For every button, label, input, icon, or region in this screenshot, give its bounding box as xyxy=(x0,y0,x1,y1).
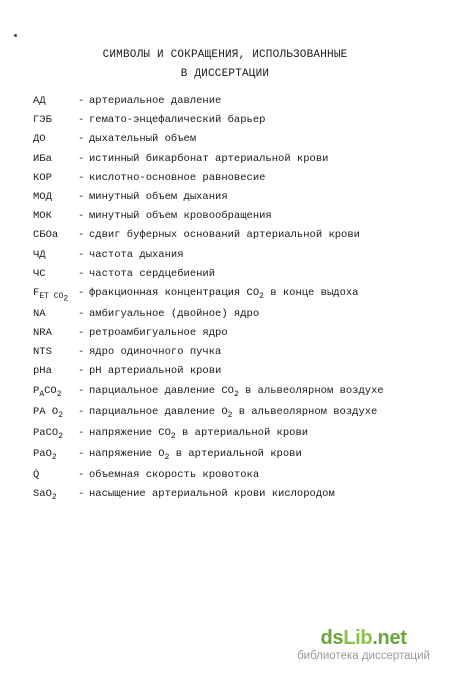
separator-dash: - xyxy=(78,346,85,359)
definition xyxy=(86,448,302,462)
definition: минутный объем кровообращения xyxy=(89,210,272,223)
abbreviation xyxy=(33,488,78,502)
dslib-logo[interactable] xyxy=(297,627,430,649)
abbr-subscript-2: 2 xyxy=(58,410,64,420)
abbr-main: PA O xyxy=(33,405,59,418)
definition: гемато-энцефалический барьер xyxy=(89,114,266,127)
abbr-subscript-2: 2 xyxy=(63,294,69,304)
list-item xyxy=(33,287,433,308)
definition: дыхательный объем xyxy=(89,133,197,146)
definition: ядро одиночного пучка xyxy=(89,346,222,359)
abbr-subscript-2: 2 xyxy=(51,492,57,502)
abbr-subscript-2: 2 xyxy=(58,431,64,441)
separator-dash: - xyxy=(78,327,85,340)
abbr-main: PaCO xyxy=(33,426,59,439)
abbr-main: F xyxy=(33,286,40,299)
separator-dash: - xyxy=(78,307,85,320)
definition: минутный объем дыхания xyxy=(89,190,228,203)
separator-dash: - xyxy=(78,133,85,146)
definition xyxy=(86,406,377,420)
abbreviation: ИБа xyxy=(33,152,52,165)
abbreviation: ЧД xyxy=(33,248,46,261)
watermark[interactable] xyxy=(297,627,430,663)
separator-dash: - xyxy=(78,95,85,107)
abbreviation-list xyxy=(33,95,433,509)
definition: артериальное давление xyxy=(89,95,222,107)
abbreviation: NTS xyxy=(33,346,52,359)
logo-part-lib: Lib xyxy=(343,627,373,649)
definition xyxy=(86,427,308,441)
page-title-line2: В ДИССЕРТАЦИИ xyxy=(180,68,270,80)
list-item xyxy=(33,133,433,152)
list-item xyxy=(33,191,433,210)
def-text-end: в артериальной крови xyxy=(175,426,309,439)
definition xyxy=(86,385,384,399)
list-item xyxy=(33,268,433,287)
separator-dash: - xyxy=(78,405,85,418)
separator-dash: - xyxy=(78,384,85,397)
abbreviation: NA xyxy=(33,307,46,320)
abbreviation: МОД xyxy=(33,190,52,203)
separator-dash: - xyxy=(78,210,85,223)
list-item xyxy=(33,488,433,509)
abbreviation: ЧС xyxy=(33,267,46,280)
abbr-main: SaO xyxy=(33,487,52,500)
def-text: напряжение O xyxy=(89,447,165,460)
list-item xyxy=(33,210,433,229)
def-text: парциальное давление CO xyxy=(89,384,234,397)
list-item xyxy=(33,114,433,133)
def-subscript: 2 xyxy=(233,389,239,399)
list-item xyxy=(33,385,433,406)
separator-dash: - xyxy=(78,286,85,299)
abbreviation xyxy=(33,427,78,441)
abbreviation xyxy=(33,287,78,304)
abbr-subscript-2: 2 xyxy=(51,452,57,462)
list-item xyxy=(33,346,433,365)
separator-dash: - xyxy=(78,487,85,500)
abbreviation: NRA xyxy=(33,327,52,340)
list-item xyxy=(33,406,433,427)
abbreviation: ГЭБ xyxy=(33,114,52,127)
def-subscript: 2 xyxy=(170,431,176,441)
abbreviation: МОК xyxy=(33,210,52,223)
abbr-subscript: A xyxy=(39,389,45,399)
abbr-subscript: ET CO xyxy=(39,291,64,301)
abbreviation: Q̇ xyxy=(33,468,40,481)
list-item xyxy=(33,172,433,191)
abbr-mid: CO xyxy=(44,384,57,397)
abbr-main: P xyxy=(33,384,40,397)
separator-dash: - xyxy=(78,190,85,203)
def-subscript: 2 xyxy=(259,291,264,301)
separator-dash: - xyxy=(78,229,85,242)
scan-dot xyxy=(14,34,17,37)
definition: частота дыхания xyxy=(89,248,184,261)
list-item xyxy=(33,153,433,172)
watermark-subtitle: библиотека диссертаций xyxy=(297,650,430,662)
separator-dash: - xyxy=(78,152,85,165)
definition: частота сердцебиений xyxy=(89,267,216,280)
definition: pH артериальной крови xyxy=(89,365,222,378)
abbr-main: PaO xyxy=(33,447,52,460)
def-text: парциальное давление O xyxy=(89,405,228,418)
definition: объемная скорость кровотока xyxy=(89,468,260,481)
abbr-subscript-2: 2 xyxy=(56,389,62,399)
def-subscript: 2 xyxy=(227,410,233,420)
separator-dash: - xyxy=(78,468,85,481)
separator-dash: - xyxy=(78,248,85,261)
abbreviation: КОР xyxy=(33,171,52,184)
abbreviation: СБОа xyxy=(33,229,59,242)
list-item xyxy=(33,427,433,448)
definition: ретроамбигуальное ядро xyxy=(89,327,228,340)
def-text-end: в артериальной крови xyxy=(169,447,302,460)
list-item xyxy=(33,308,433,327)
definition: насыщение артериальной крови кислородом xyxy=(89,487,335,500)
def-subscript: 2 xyxy=(164,452,170,462)
definition: истинный бикарбонат артериальной крови xyxy=(89,152,329,165)
list-item xyxy=(33,448,433,469)
logo-part-ds: ds xyxy=(320,627,344,649)
list-item xyxy=(33,365,433,384)
separator-dash: - xyxy=(78,267,85,280)
definition: амбигуальное (двойное) ядро xyxy=(89,307,260,320)
abbreviation xyxy=(33,406,78,420)
def-text-end: в альвеолярном воздухе xyxy=(238,384,384,397)
def-text: фракционная концентрация CO xyxy=(89,286,260,299)
def-text-end: в альвеолярном воздухе xyxy=(232,405,378,418)
logo-part-net: .net xyxy=(372,627,407,649)
abbreviation xyxy=(33,385,78,399)
definition: кислотно-основное равновесие xyxy=(89,171,266,184)
separator-dash: - xyxy=(78,365,85,378)
abbreviation xyxy=(33,448,78,462)
list-item xyxy=(33,95,433,114)
def-text-end: в конце выдоха xyxy=(263,286,359,299)
list-item xyxy=(33,249,433,268)
page-title-line1: СИМВОЛЫ И СОКРАЩЕНИЯ, ИСПОЛЬЗОВАННЫЕ xyxy=(102,49,348,61)
separator-dash: - xyxy=(78,171,85,184)
definition xyxy=(86,287,358,301)
list-item xyxy=(33,327,433,346)
abbreviation: pHa xyxy=(33,365,52,378)
def-text: напряжение CO xyxy=(89,426,171,439)
definition: сдвиг буферных оснований артериальной крови xyxy=(89,229,360,242)
abbreviation: АД xyxy=(33,95,46,107)
abbreviation: ДО xyxy=(33,133,46,146)
list-item xyxy=(33,469,433,488)
list-item xyxy=(33,229,433,248)
separator-dash: - xyxy=(78,447,85,460)
separator-dash: - xyxy=(78,114,85,127)
separator-dash: - xyxy=(78,426,85,439)
